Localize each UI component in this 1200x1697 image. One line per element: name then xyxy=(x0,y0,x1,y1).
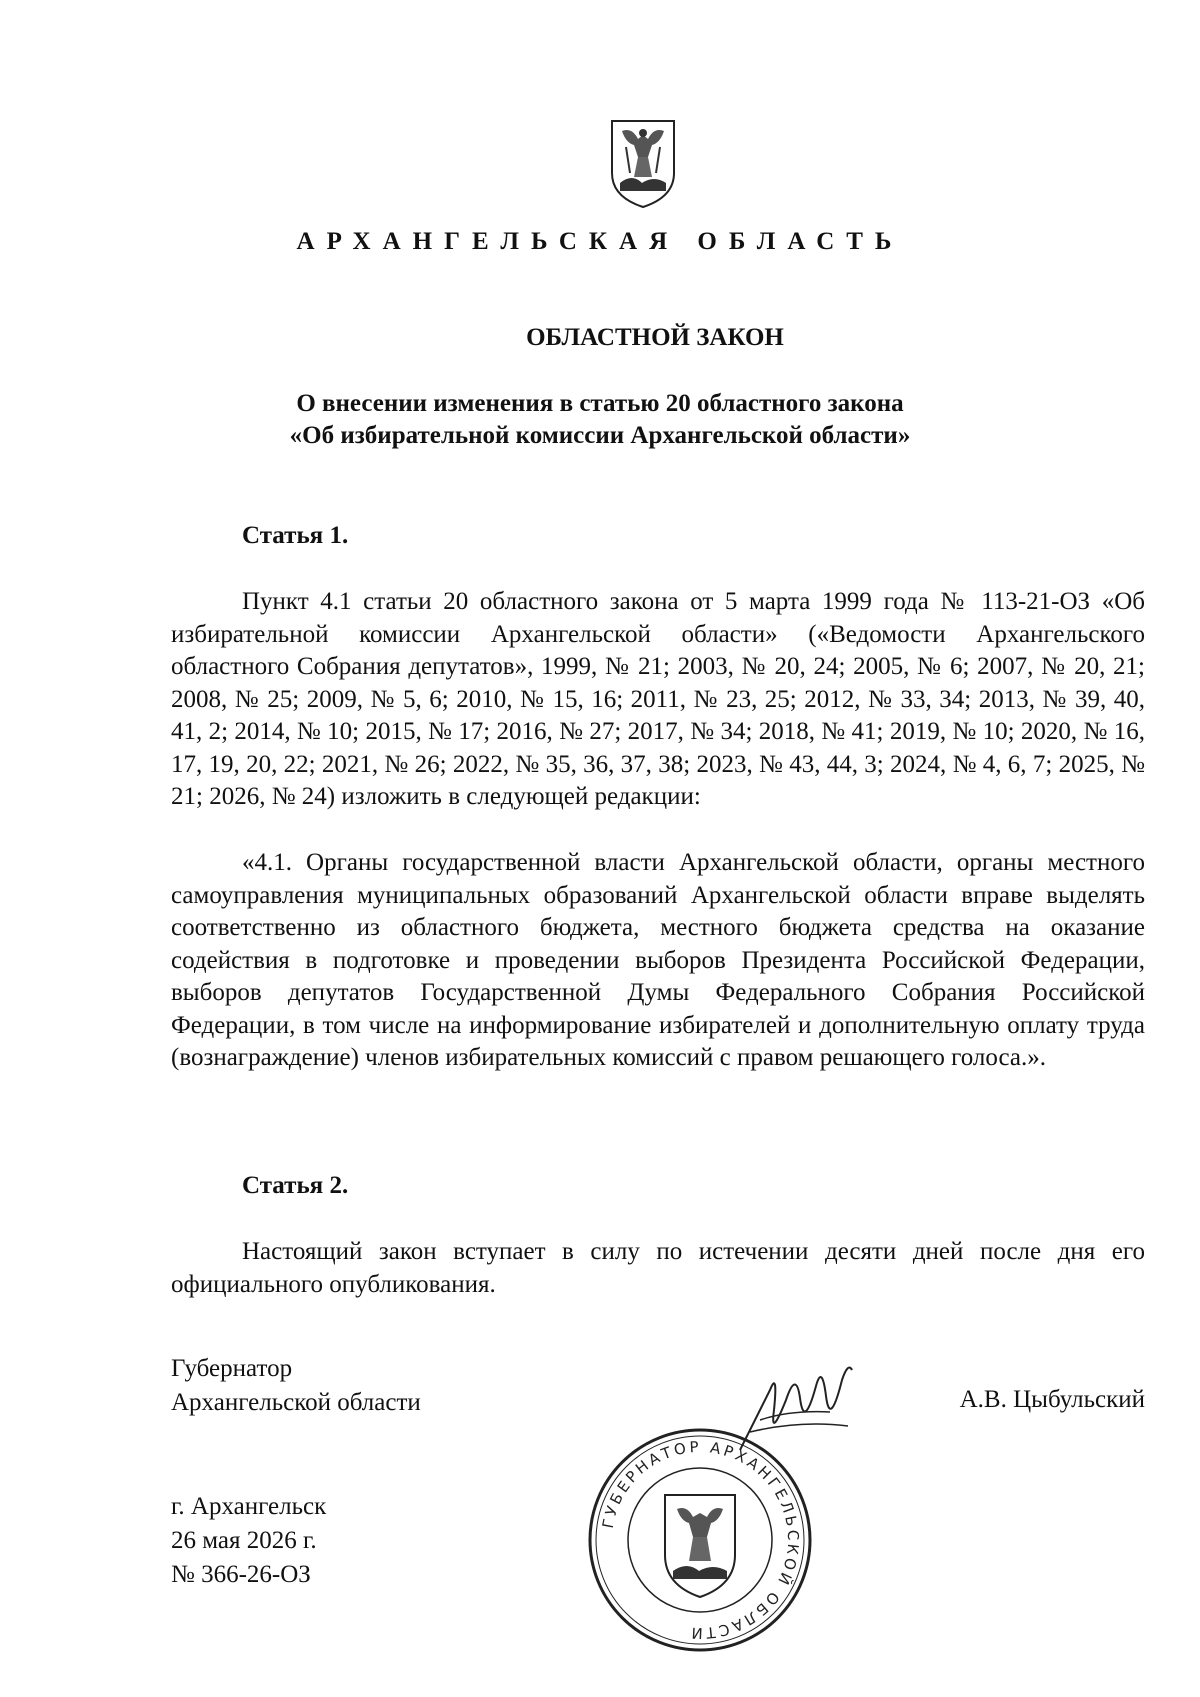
city: г. Архангельск xyxy=(171,1493,327,1520)
signatory-position-line-2: Архангельской области xyxy=(171,1389,421,1416)
handwritten-signature-icon xyxy=(730,1350,860,1460)
law-date: 26 мая 2026 г. xyxy=(171,1527,317,1554)
region-name: АРХАНГЕЛЬСКАЯ ОБЛАСТЬ xyxy=(296,228,904,255)
article-2-paragraph-1-text: Настоящий закон вступает в силу по истечении десяти дней после дня его официального опубликования. xyxy=(171,1238,1145,1298)
article-1-paragraph-2-text: «4.1. Органы государственной власти Архангельской области, органы местного самоуправления муниципальных образований Архангельской области вправе выделять соответственно из областного бюджета, местного бюджета средства на оказание содействия в подготовке и проведении выборов Президента Российской Федерации, выборов депутатов Государственной Думы Федерального Собрания Российской Федерации, в том числе на информирование избирателей и дополнительную оплату труда (вознаграждение) членов избирательных комиссий с правом решающего голоса.». xyxy=(171,849,1145,1071)
signatory-position xyxy=(171,1352,421,1420)
signatory-name: А.В. Цыбульский xyxy=(959,1386,1145,1413)
law-number: № 366-26-ОЗ xyxy=(171,1561,311,1588)
seal-text: ГУБЕРНАТОР АРХАНГЕЛЬСКОЙ ОБЛАСТИ xyxy=(598,1437,803,1643)
signatory-position-line-1: Губернатор xyxy=(171,1355,293,1382)
article-1-heading: Статья 1. xyxy=(242,522,349,549)
article-1-paragraph-1 xyxy=(171,586,1145,814)
law-title-line-2: «Об избирательной комиссии Архангельской области» xyxy=(289,422,911,449)
law-title-line-1: О внесении изменения в статью 20 областного закона xyxy=(296,390,904,417)
article-1-paragraph-2 xyxy=(171,847,1145,1075)
law-type: ОБЛАСТНОЙ ЗАКОН xyxy=(526,324,784,351)
law-title xyxy=(0,388,1200,452)
article-2-heading: Статья 2. xyxy=(242,1172,349,1199)
place-date-number xyxy=(171,1490,326,1592)
article-2-paragraph-1 xyxy=(171,1236,1145,1301)
article-1-paragraph-1-text: Пункт 4.1 статьи 20 областного закона от 5 марта 1999 года № 113-21-ОЗ «Об избирательной комиссии Архангельской области» («Ведомости Архангельского областного Собрания депутатов», 1999, № 21; 2003, № 20, 24; 2005, № 6; 2007, № 20, 21; 2008, № 25; 2009, № 5, 6; 2010, № 15, 16; 2011, № 23, 25; 2012, № 33, 34; 2013, № 39, 40, 41, 2; 2014, № 10; 2015, № 17; 2016, № 27; 2017, № 34; 2018, № 41; 2019, № 10; 2020, № 16, 17, 19, 20, 22; 2021, № 26; 2022, № 35, 36, 37, 38; 2023, № 43, 44, 3; 2024, № 4, 6, 7; 2025, № 21; 2026, № 24) изложить в следующей редакции: xyxy=(171,588,1145,810)
coat-of-arms-icon xyxy=(608,117,678,209)
